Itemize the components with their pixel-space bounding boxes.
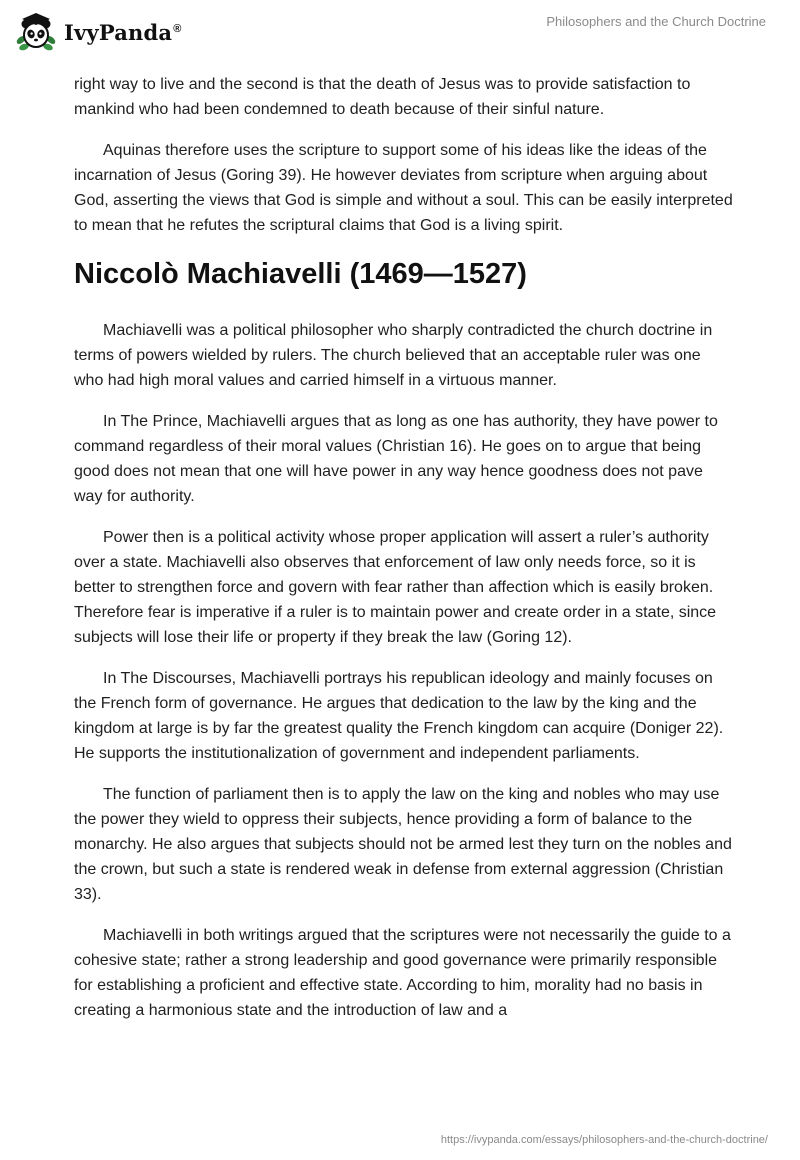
registered-mark: ® (173, 22, 182, 35)
paragraph: Power then is a political activity whose proper application will assert a ruler’s authority over a state. Machiavelli also observes that enforcement of law only needs force, so it is better to strengthen force and govern with fear rather than affection which is easily broken. Therefore fear is imperative if a ruler is to maintain power and create order in a state, since subjects will lose their life or property if they break the law (Goring 12). (74, 529, 717, 646)
paragraph: Machiavelli in both writings argued that the scriptures were not necessarily the guide to a cohesive state; rather a strong leadership and good governance were primarily responsible for establishing a proficient and effective state. According to him, morality had no basis in creating a harmonious state and the introduction of law and a (74, 927, 731, 1019)
paragraph-aquinas: Aquinas therefore uses the scripture to support some of his ideas like the ideas of the incarnation of Jesus (Goring 39). He however deviates from scripture when arguing about God, asserting the views that God is simple and without a soul. This can be easily interpreted to mean that he refutes the scriptural claims that God is a living spirit. (74, 142, 733, 234)
paragraph: The function of parliament then is to apply the law on the king and nobles who may use the power they wield to oppress their subjects, hence providing a form of balance to the monarchy. He also argues that subjects should not be armed lest they turn on the nobles and the crown, but such a state is rendered weak in defense from external aggression (Christian 33). (74, 786, 732, 903)
paragraph: In The Prince, Machiavelli argues that as long as one has authority, they have power to command regardless of their moral values (Christian 16). He goes on to argue that being good does not mean that one will have power in any way hence goodness does not pave way for authority. (74, 413, 718, 505)
document-title: Philosophers and the Church Doctrine (546, 14, 766, 29)
section-heading-machiavelli: Niccolò Machiavelli (1469—1527) (74, 258, 527, 290)
page-header (0, 0, 800, 64)
logo-wordmark (64, 20, 182, 45)
ivypanda-logo-link[interactable] (14, 10, 182, 54)
paragraph: In The Discourses, Machiavelli portrays his republican ideology and mainly focuses on the French form of governance. He argues that dedication to the law by the king and the kingdom at large is by far the greatest quality the French kingdom can acquire (Doniger 22). He supports the institutionalization of government and independent parliaments. (74, 670, 724, 762)
essay-content (74, 72, 734, 1039)
source-url-link[interactable]: https://ivypanda.com/essays/philosophers-and-the-church-doctrine/ (440, 1134, 768, 1146)
paragraph-continued: right way to live and the second is that the death of Jesus was to provide satisfaction to mankind who had been condemned to death because of their sinful nature. (74, 76, 691, 118)
panda-graduate-logo-icon (14, 10, 58, 54)
paragraph: Machiavelli was a political philosopher who sharply contradicted the church doctrine in terms of powers wielded by rulers. The church believed that an acceptable ruler was one who had high moral values and carried himself in a virtuous manner. (74, 322, 713, 389)
logo-wordmark-text: IvyPanda (64, 19, 173, 45)
